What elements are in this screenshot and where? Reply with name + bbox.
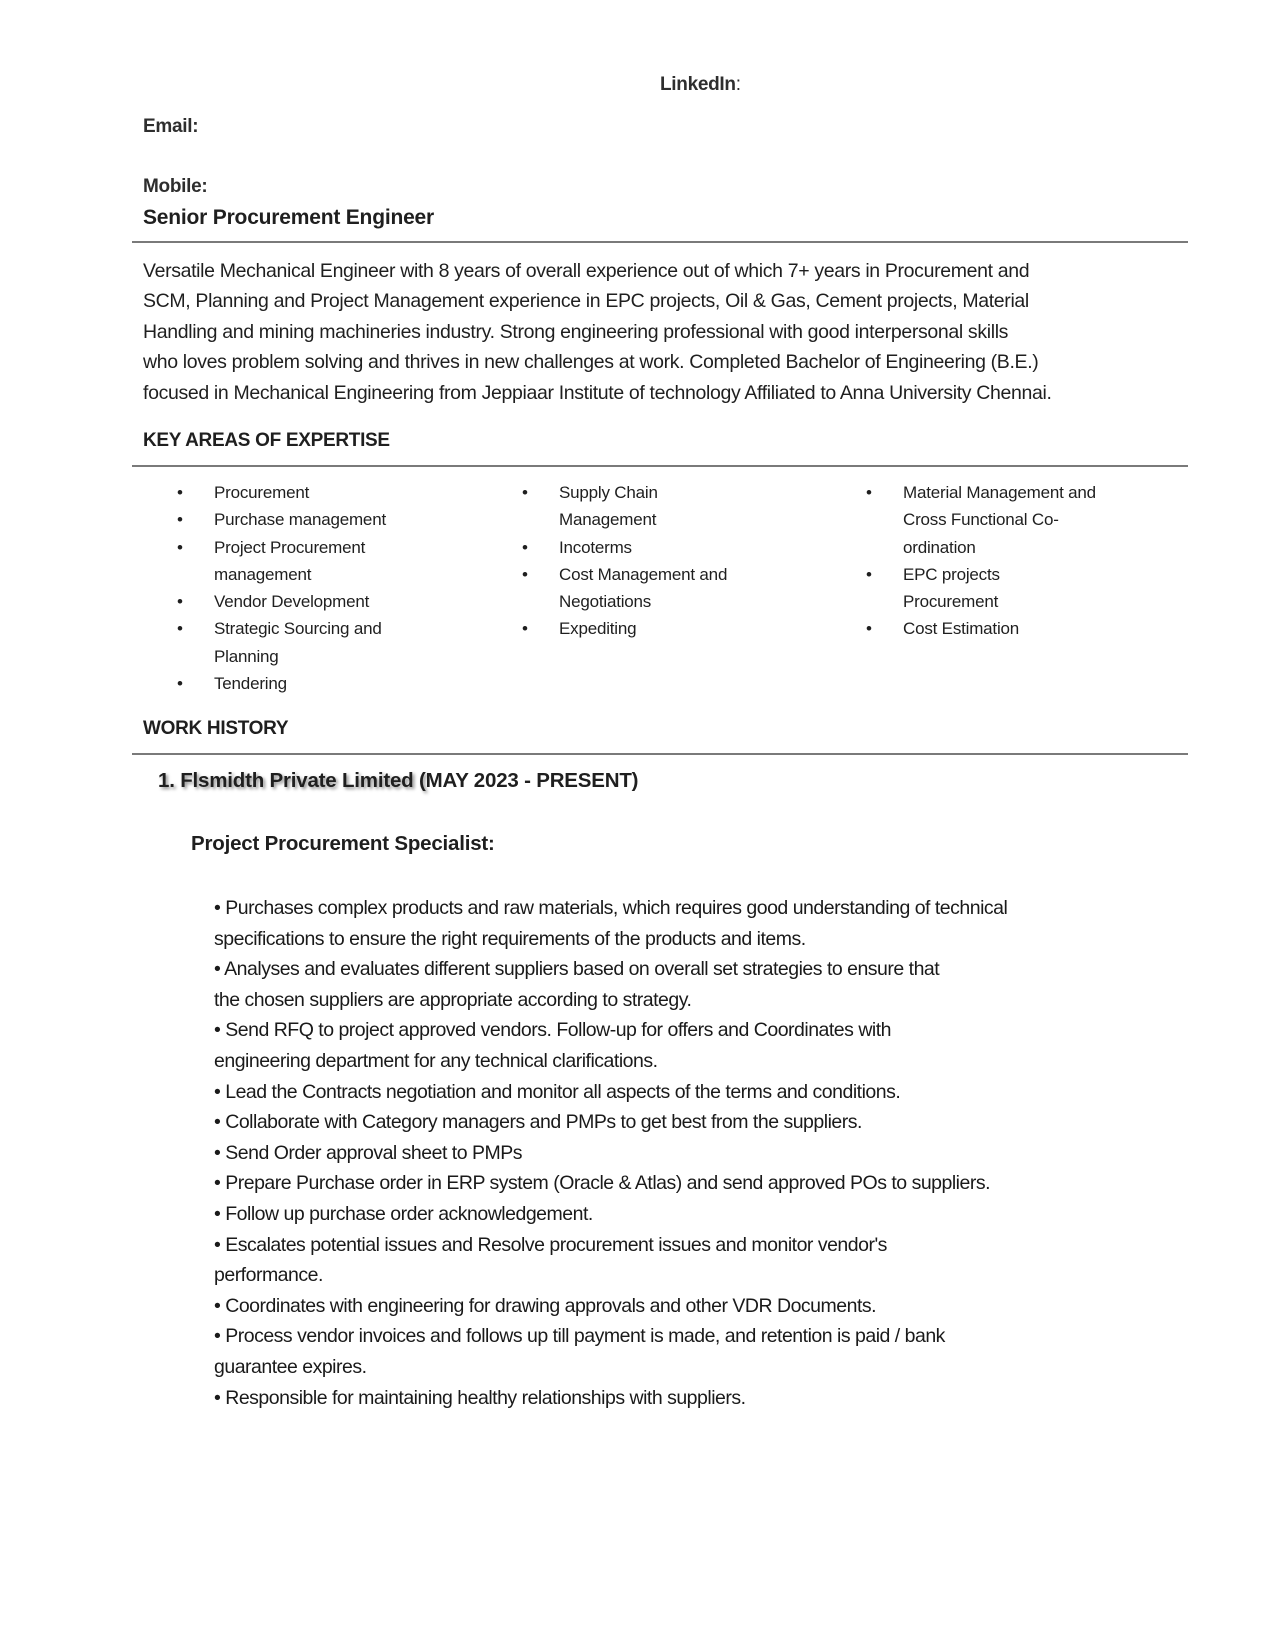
expertise-item: • EPC projects Procurement [866,561,1013,616]
duty-line: • Responsible for maintaining healthy relationships with suppliers. [214,1386,746,1409]
expertise-column-2 [522,479,759,643]
work-history-divider [132,753,1188,755]
job-role: Project Procurement Specialist: [191,832,495,855]
expertise-item: • Expediting [522,615,759,642]
duty-line: the chosen suppliers are appropriate according to strategy. [214,988,692,1011]
expertise-column-1 [177,479,414,697]
job-duties [214,893,1007,1413]
expertise-item: • Purchase management [177,506,414,533]
mobile-label: Mobile: [143,176,208,197]
linkedin-label [660,74,741,96]
duty-line: • Process vendor invoices and follows up till payment is made, and retention is paid / bank [214,1325,945,1348]
duty-line: • Escalates potential issues and Resolve procurement issues and monitor vendor's [214,1233,887,1256]
duty-line: • Purchases complex products and raw materials, which requires good understanding of technical [214,897,1008,919]
duty-line: • Coordinates with engineering for drawing approvals and other VDR Documents. [214,1294,877,1317]
duty-line: • Send RFQ to project approved vendors. Follow-up for offers and Coordinates with [214,1019,892,1042]
expertise-item: • Strategic Sourcing and Planning [177,615,399,670]
duty-line: • Follow up purchase order acknowledgement. [214,1202,593,1225]
expertise-item: • Procurement [177,479,414,506]
work-history-section-title: WORK HISTORY [143,718,289,739]
duty-line: specifications to ensure the right requirements of the products and items. [214,927,806,950]
headline-divider [132,241,1188,243]
linkedin-colon: : [735,74,741,95]
expertise-divider [132,465,1188,467]
expertise-item: • Cost Estimation [866,615,1103,642]
profile-summary [143,256,1143,408]
summary-line: focused in Mechanical Engineering from Jeppiaar Institute of technology Affiliated to Anna University Chennai. [143,381,1052,404]
summary-line: Versatile Mechanical Engineer with 8 years of overall experience out of which 7+ years in Procurement and [143,260,1030,282]
duty-line: • Send Order approval sheet to PMPs [214,1141,522,1164]
duty-line: • Analyses and evaluates different suppliers based on overall set strategies to ensure that [214,958,940,981]
expertise-item: • Supply Chain Management [522,479,679,534]
duty-line: • Prepare Purchase order in ERP system (Oracle & Atlas) and send approved POs to suppliers. [214,1172,991,1195]
headline-title: Senior Procurement Engineer [143,206,435,229]
summary-line: who loves problem solving and thrives in new challenges at work. Completed Bachelor of Engineering (B.E.) [143,351,1039,374]
duty-line: • Collaborate with Category managers and PMPs to get best from the suppliers. [214,1111,862,1134]
expertise-item: • Vendor Development [177,588,414,615]
company-name: Flsmidth Private Limited [180,769,414,792]
duty-line: engineering department for any technical clarifications. [214,1049,658,1072]
period-open-paren: ( [413,769,426,792]
expertise-item: • Tendering [177,670,414,697]
job-heading [158,769,638,793]
expertise-section-title: KEY AREAS OF EXPERTISE [143,430,390,451]
summary-line: Handling and mining machineries industry. Strong engineering professional with good interpersonal skills [143,320,1009,343]
expertise-item: • Project Procurement management [177,534,389,589]
linkedin-label-text: LinkedIn [660,74,736,95]
job-number: 1. [158,769,175,792]
duty-line: • Lead the Contracts negotiation and monitor all aspects of the terms and conditions. [214,1080,901,1103]
summary-line: SCM, Planning and Project Management experience in EPC projects, Oil & Gas, Cement projects, Material [143,290,1029,313]
expertise-item: • Incoterms [522,534,759,561]
expertise-item: • Material Management and Cross Functional Co-ordination [866,479,1103,561]
expertise-column-3 [866,479,1103,643]
expertise-item: • Cost Management and Negotiations [522,561,744,616]
email-label: Email: [143,116,199,137]
job-period: MAY 2023 - PRESENT) [425,769,639,792]
duty-line: performance. [214,1264,323,1287]
duty-line: guarantee expires. [214,1355,367,1378]
